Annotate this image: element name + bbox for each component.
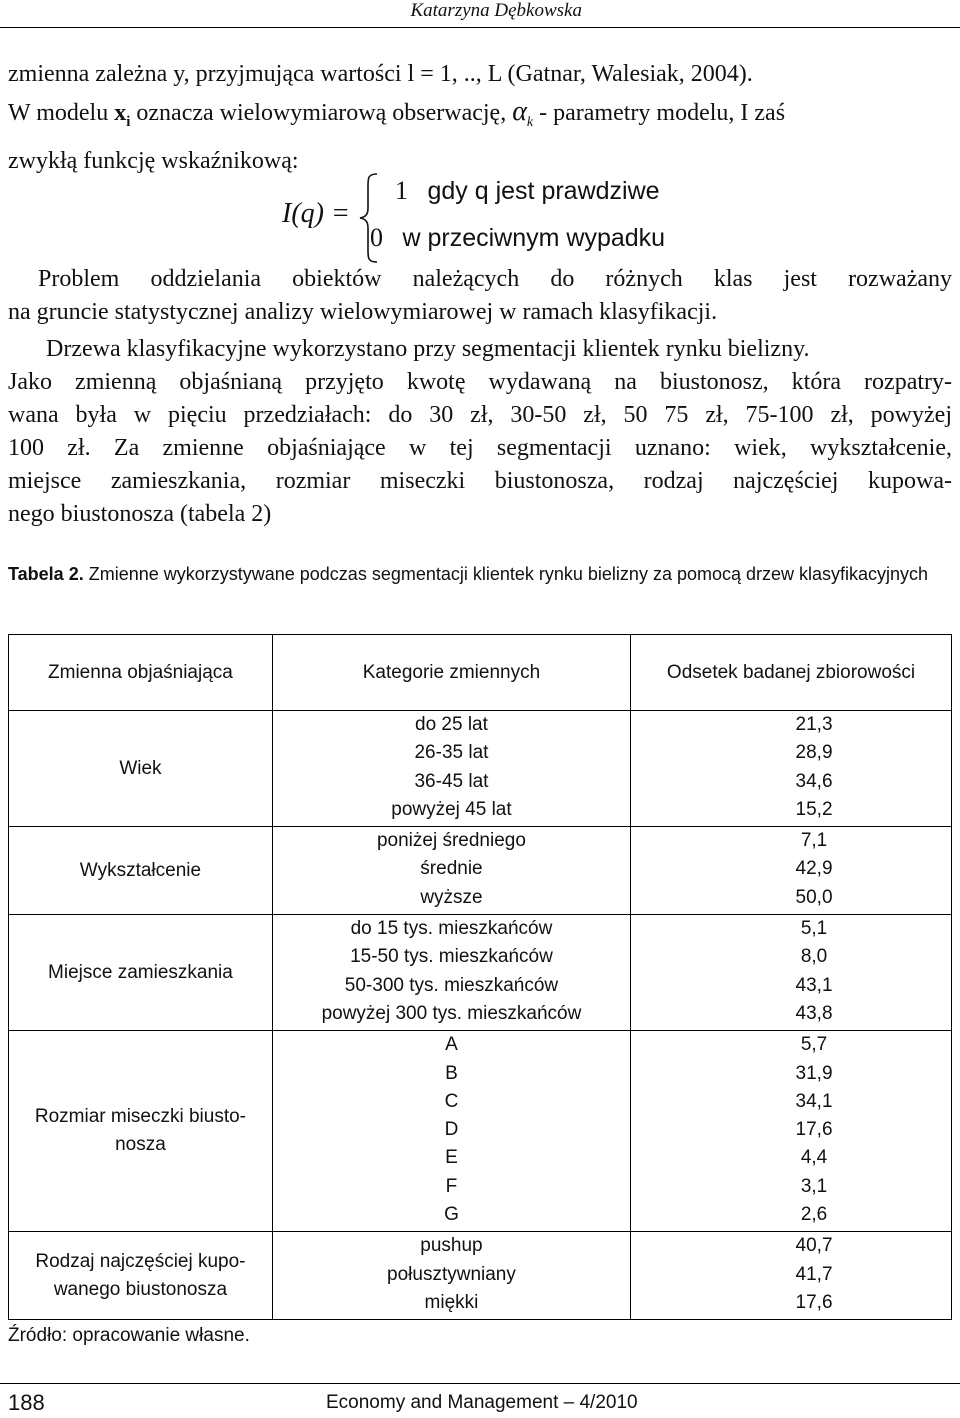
categories-cell: [272, 915, 630, 1031]
percentage-value: 15,2: [795, 798, 833, 820]
table-header-row: [9, 635, 952, 711]
variable-name: Rozmiar miseczki biusto-nosza: [34, 1106, 247, 1156]
intro-line-1: zmienna zależna y, przyjmująca wartości l = 1, .., L (Gatnar, Walesiak, 2004).: [8, 61, 753, 87]
category-label: C: [444, 1090, 459, 1112]
category-label: poniżej średniego: [376, 830, 526, 852]
percentage-cell: [631, 1232, 952, 1320]
intro-text: oznacza wielowymiarową obserwację,: [130, 100, 513, 126]
variable-name: Rodzaj najczęściej kupo-wanego biustonosza: [35, 1250, 246, 1300]
variable-cell: [9, 915, 273, 1031]
percentage-value: 2,6: [800, 1204, 828, 1226]
case-0-text: w przeciwnym wypadku: [402, 224, 666, 252]
variable-cell: [9, 1031, 273, 1232]
category-label: 15-50 tys. mieszkańców: [350, 946, 553, 968]
case-1-text: gdy q jest prawdziwe: [427, 177, 660, 205]
category-label: pushup: [420, 1235, 483, 1257]
categories-cell: [272, 1232, 630, 1320]
percentage-cell: [631, 915, 952, 1031]
subscript-k: k: [526, 114, 534, 130]
paragraph-line: 100 zł. Za zmienne objaśniające w tej segmentacji uznano: wiek, wykształcenie,: [8, 435, 952, 461]
header-percentage: Odsetek badanej zbiorowości: [631, 635, 952, 711]
table-caption-text: Zmienne wykorzystywane podczas segmentacji klientek rynku bielizny za pomocą drzew klasyfikacyjnych: [83, 564, 929, 584]
percentage-value: 4,4: [800, 1147, 828, 1169]
category-label: powyżej 45 lat: [391, 798, 512, 820]
category-label: powyżej 300 tys. mieszkańców: [321, 1002, 582, 1024]
variable-cell: [9, 827, 273, 915]
table-body: [9, 711, 952, 1320]
intro-text: W modelu: [8, 100, 115, 126]
header-explanatory-variable: Zmienna objaśniająca: [9, 635, 273, 711]
page-number: 188: [8, 1390, 45, 1415]
intro-text: - parametry modelu, I zaś: [533, 100, 786, 126]
paragraph-line: miejsce zamieszkania, rozmiar miseczki biustonosza, rodzaj najczęściej kupowa-: [8, 468, 952, 494]
formula-case-1: [395, 176, 660, 206]
paragraph-line: Jako zmienną objaśnianą przyjęto kwotę wydawaną na biustonosz, która rozpatry-: [8, 369, 952, 395]
table-row: [9, 1031, 952, 1232]
journal-footer: Economy and Management – 4/2010: [326, 1392, 638, 1413]
paragraph-trees: [8, 333, 952, 531]
percentage-value: 17,6: [795, 1119, 833, 1141]
category-label: D: [444, 1119, 459, 1141]
percentage-value: 43,8: [795, 1002, 833, 1024]
paragraph-line: Problem oddzielania obiektów należących do różnych klas jest rozważany: [38, 266, 952, 292]
categories-cell: [272, 827, 630, 915]
variable-cell: [9, 1232, 273, 1320]
category-label: B: [445, 1062, 458, 1084]
variable-name: Miejsce zamieszkania: [48, 961, 233, 983]
case-1-value: 1: [395, 176, 408, 205]
category-label: G: [444, 1204, 459, 1226]
paragraph-problem: [8, 263, 952, 329]
percentage-cell: [631, 711, 952, 827]
case-0-value: 0: [370, 223, 383, 252]
category-label: F: [445, 1175, 458, 1197]
table-row: [9, 827, 952, 915]
header-rule: [0, 27, 960, 28]
percentage-value: 28,9: [795, 742, 833, 764]
percentage-cell: [631, 1031, 952, 1232]
percentage-cell: [631, 827, 952, 915]
header-categories: Kategorie zmiennych: [272, 635, 630, 711]
paragraph-line: na gruncie statystycznej analizy wielowymiarowej w ramach klasyfikacji.: [8, 299, 718, 325]
category-label: A: [445, 1034, 458, 1056]
percentage-value: 50,0: [795, 886, 833, 908]
vector-x: x: [114, 100, 127, 126]
running-header-author: Katarzyna Dębkowska: [410, 0, 582, 21]
table-caption: [8, 560, 952, 589]
percentage-value: 17,6: [795, 1291, 833, 1313]
footer-rule: [0, 1383, 960, 1384]
intro-paragraph: [8, 55, 952, 180]
percentage-value: 40,7: [795, 1235, 833, 1257]
indicator-function-formula: [270, 168, 770, 268]
variable-cell: [9, 711, 273, 827]
source-note: Źródło: opracowanie własne.: [8, 1325, 250, 1346]
category-label: 26-35 lat: [414, 742, 489, 764]
percentage-value: 34,1: [795, 1090, 833, 1112]
alpha-symbol: α: [512, 96, 527, 127]
category-label: do 15 tys. mieszkańców: [350, 918, 553, 940]
table-caption-label: Tabela 2.: [8, 564, 84, 584]
paragraph-line: nego biustonosza (tabela 2): [8, 501, 272, 527]
category-label: wyższe: [420, 886, 483, 908]
table-row: [9, 915, 952, 1031]
paragraph-line: wana była w pięciu przedziałach: do 30 zł, 30-50 zł, 50 75 zł, 75-100 zł, powyżej: [8, 402, 952, 428]
category-label: E: [445, 1147, 458, 1169]
variables-table: [8, 634, 952, 1320]
subscript-i: i: [126, 113, 131, 130]
intro-line-3: zwykłą funkcję wskaźnikową:: [8, 147, 299, 174]
percentage-value: 43,1: [795, 974, 833, 996]
category-label: średnie: [420, 858, 483, 880]
category-label: 50-300 tys. mieszkańców: [344, 974, 559, 996]
table-row: [9, 711, 952, 827]
variable-name: Wiek: [119, 757, 162, 779]
percentage-value: 8,0: [800, 946, 828, 968]
paragraph-line: Drzewa klasyfikacyjne wykorzystano przy segmentacji klientek rynku bielizny.: [46, 336, 810, 362]
intro-line-2: [8, 93, 952, 142]
category-label: do 25 lat: [415, 714, 488, 735]
categories-cell: [272, 711, 630, 827]
percentage-value: 5,1: [800, 918, 828, 940]
variable-name: Wykształcenie: [79, 859, 202, 881]
percentage-value: 34,6: [795, 770, 833, 792]
percentage-value: 5,7: [800, 1034, 828, 1056]
percentage-value: 41,7: [795, 1263, 833, 1285]
percentage-value: 31,9: [795, 1062, 833, 1084]
formula-lhs: I(q) =: [282, 198, 350, 229]
percentage-value: 42,9: [795, 858, 833, 880]
percentage-value: 7,1: [800, 830, 828, 852]
categories-cell: [272, 1031, 630, 1232]
table-row: [9, 1232, 952, 1320]
category-label: połusztywniany: [387, 1263, 516, 1285]
formula-case-0: [370, 223, 665, 253]
percentage-value: 21,3: [795, 714, 833, 735]
category-label: miękki: [424, 1291, 479, 1313]
percentage-value: 3,1: [800, 1175, 828, 1197]
category-label: 36-45 lat: [414, 770, 489, 792]
